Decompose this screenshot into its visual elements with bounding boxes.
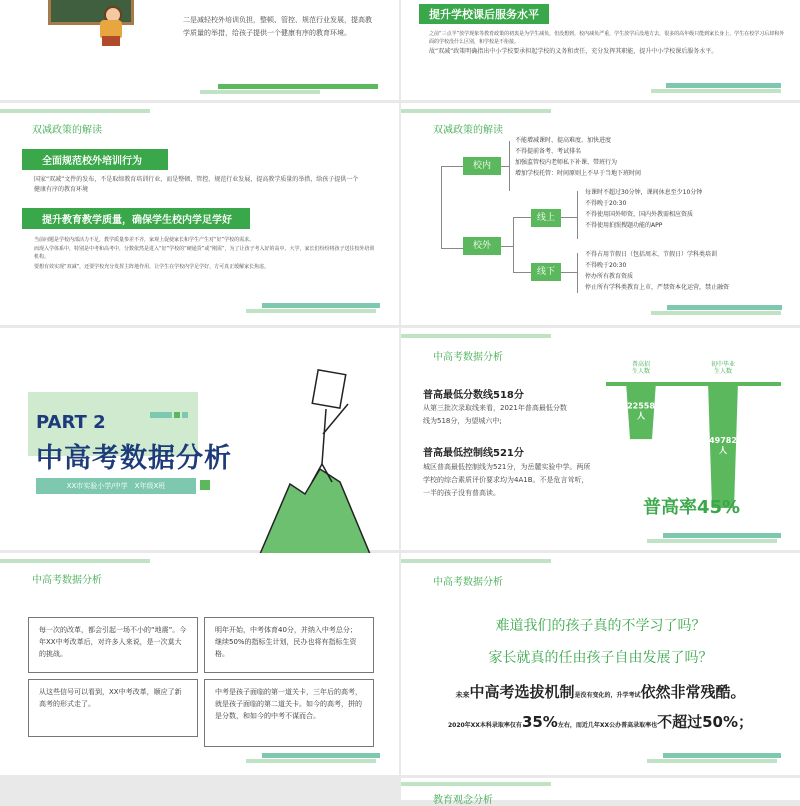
paragraph-control-line: 城区普高最低控制线为521分，为岳麓实验中学。两所学校的综合素质评价要求均为4A1B。不是危言耸听，一半的孩子没有普高读。 xyxy=(423,463,591,497)
deco-dots xyxy=(150,403,190,411)
deco-bar xyxy=(401,782,551,786)
tree-line xyxy=(561,217,577,218)
slide3-paragraph-2c: 要想有效实现“双减”，还要学校充分发挥主阵地作用，让学生在学校内学足学好，方可真正缓解家长焦虑。 xyxy=(34,264,270,270)
section-title: 中高考数据分析 xyxy=(433,352,503,363)
section-title: 双减政策的解读 xyxy=(433,125,503,136)
slide2-paragraph-2: 故“双减”政策明确指出中小学校要承担起学校的义务和责任，充分发挥其职能，提升中小学校课后服务水平。 xyxy=(429,48,718,55)
deco-bar xyxy=(200,90,320,94)
deco-bar xyxy=(401,334,551,338)
tag-offline: 线下 xyxy=(531,263,561,281)
section-title: 中高考数据分析 xyxy=(433,577,503,588)
list-item: 每课时不超过30分钟，课间休息至少10分钟 xyxy=(585,189,703,196)
tree-line xyxy=(513,272,531,273)
tree-line xyxy=(509,141,510,191)
deco-bar xyxy=(262,303,380,308)
slide-9 xyxy=(401,778,800,806)
list-item: 不得提前备考、考试排名 xyxy=(515,148,582,155)
deco-bar xyxy=(651,89,781,93)
slide-8 xyxy=(401,553,800,775)
slide-4 xyxy=(401,103,800,325)
deco-bar xyxy=(651,311,781,315)
deco-bar xyxy=(647,759,777,763)
tree-line xyxy=(501,166,509,167)
banner-improve-quality: 提升教育教学质量，确保学生校内学足学好 xyxy=(22,208,250,229)
part-label: PART 2 xyxy=(36,412,106,433)
chart-value-label: 49782 xyxy=(709,436,737,445)
tag-online: 线上 xyxy=(531,209,561,227)
section-title: 中高考数据分析 xyxy=(32,575,102,586)
list-item: 不得晚于20:30 xyxy=(585,262,627,269)
list-item: 不得占用节假日（包括周末、节假日）学科类培训 xyxy=(585,251,718,258)
deco-bar xyxy=(647,539,777,543)
slide2-paragraph-1: 之前“三点半”放学现象等教育政策的初衷是为学生减负，但没想到，校内减负严重，学生放学后没地方去，很多的高年级只能到家长身上，学生在校学习后却和外面的学校没什么区别，和学校是不衔接。 xyxy=(429,31,785,45)
inside-list xyxy=(515,135,715,179)
deco-bar xyxy=(246,759,376,763)
deco-bar xyxy=(666,83,781,88)
slide3-paragraph-1: 国家“双减”文件的发布，不是取缔教育培训行业，而是整顿、管控、规范行业发展，提高教学质量的举措，给孩子提供一个健康有序的教育环境 xyxy=(34,176,359,193)
section-main-title: 中高考数据分析 xyxy=(36,443,232,474)
chart-category-label: 普高招 xyxy=(631,361,651,368)
mountain-book-illustration xyxy=(260,364,370,554)
chart-category-label: 生人数 xyxy=(631,368,651,375)
info-box-1: 每一次的改革，都会引起一场不小的“地震”。今年XX中考改革后，对许多人来说，是一次莫大的挑战。 xyxy=(28,617,198,673)
deco-bar xyxy=(401,109,551,113)
heading-min-score: 普高最低分数线518分 xyxy=(423,390,524,401)
tree-line xyxy=(513,217,514,272)
list-item: 不得晚于20:30 xyxy=(585,200,627,207)
list-item: 停止所有学科类教育上市，严禁资本化运营，禁止融资 xyxy=(585,284,730,291)
deco-bar xyxy=(246,309,376,313)
paragraph-min-score: 从第三批次录取线来看，2021年普高最低分数线为518分，为望城六中; xyxy=(423,404,567,425)
deco-bar xyxy=(663,753,781,758)
info-box-4: 中考是孩子面临的第一道关卡，三年后的高考，就是孩子面临的第二道关卡。如今的高考，拼的是分数，和如今的中考不谋而合。 xyxy=(204,679,374,747)
list-item: 不得使用拍照搜题功能的APP xyxy=(585,222,663,229)
slide-3 xyxy=(0,103,399,325)
banner-after-school-service: 提升学校课后服务水平 xyxy=(419,4,549,24)
chart-value-label: 人 xyxy=(719,446,727,455)
chart-value-label: 22558 xyxy=(627,401,655,411)
list-item: 加强监管校内老师私下补课、带班行为 xyxy=(515,159,618,166)
section-title: 教育观念分析 xyxy=(433,795,493,806)
tree-line xyxy=(561,272,577,273)
chart-category-label: 初中毕业 xyxy=(710,361,736,368)
chart-bar xyxy=(708,382,738,508)
deco-bar xyxy=(218,84,378,89)
question-1: 难道我们的孩子真的不学习了吗？ xyxy=(495,618,706,634)
deco-bar xyxy=(0,109,150,113)
slide3-paragraph-2a: 当前问题是学校内部活力不足，教学质量参差不齐，家观上促使家长和学生产生对“好”学校的需求。 xyxy=(34,237,255,243)
tree-line xyxy=(441,248,463,249)
deco-bar xyxy=(663,533,781,538)
slide-6 xyxy=(401,328,800,550)
tree-line xyxy=(441,166,442,248)
heading-control-line: 普高最低控制线521分 xyxy=(423,448,524,459)
teacher-illustration xyxy=(96,6,126,46)
tree-line xyxy=(513,217,531,218)
banner-regulate-training: 全面规范校外培训行为 xyxy=(22,149,168,170)
section-title: 双减政策的解读 xyxy=(32,125,102,136)
class-info-bar: XX市实验小学/中学 X年级X班 xyxy=(36,478,196,494)
slide1-text: 二是减轻校外培训负担，整顿、管控、规范行业发展，提高教学质量的举措，给孩子提供一个健康有序的教育环境。 xyxy=(183,16,372,37)
deco-bar xyxy=(667,305,782,310)
slide3-paragraph-2b: 而现入学体系中，特别是中考和高考中，分数依然是进入“好”学校的“硬通货”或“刚需”，为了让孩子考入好的高中、大学，家长们纷纷将孩子送往校外培训机构。 xyxy=(34,246,375,260)
slide-2 xyxy=(401,0,800,100)
slide-7 xyxy=(0,553,399,775)
list-item: 增加学校托管：时间原则上不早于当地下班时间 xyxy=(515,170,642,177)
list-item: 停办所有教育资质 xyxy=(585,273,634,280)
tag-inside-school: 校内 xyxy=(463,157,501,175)
online-list xyxy=(585,187,790,231)
offline-list xyxy=(585,249,795,293)
tree-line xyxy=(501,246,513,247)
list-item: 不得使用国外师资，国内外教需相应资质 xyxy=(585,211,694,218)
slide-5 xyxy=(0,328,399,550)
info-box-3: 从这些信号可以看到，XX中考改革，顺应了新高考的形式走了。 xyxy=(28,679,198,737)
tree-line xyxy=(441,166,463,167)
deco-bar xyxy=(401,559,551,563)
enrollment-chart xyxy=(606,360,781,510)
tree-line xyxy=(577,191,578,239)
deco-bar xyxy=(0,559,150,563)
deco-square xyxy=(200,480,210,490)
statement-2: 2020年XX本科录取率仅有35%左右，而近几年XX公办普高录取率也不超过50%； xyxy=(447,713,754,731)
deco-bar xyxy=(262,753,380,758)
info-box-2: 明年开始，中考体育40分，并纳入中考总分；继续50%的指标生计划，民办也将有指标生资格。 xyxy=(204,617,374,673)
tag-outside-school: 校外 xyxy=(463,237,501,255)
tree-line xyxy=(577,253,578,293)
statement-1: 未来中高考选拔机制是没有变化的，升学考试依然非常残酷。 xyxy=(455,683,746,701)
slide-1 xyxy=(0,0,399,100)
rate-label: 普高率45% xyxy=(643,497,741,518)
chart-category-label: 生人数 xyxy=(713,368,733,375)
question-2: 家长就真的任由孩子自由发展了吗？ xyxy=(488,650,713,666)
list-item: 不能增减课时、提高难度、加快进度 xyxy=(515,137,612,144)
chart-value-label: 人 xyxy=(637,411,645,421)
